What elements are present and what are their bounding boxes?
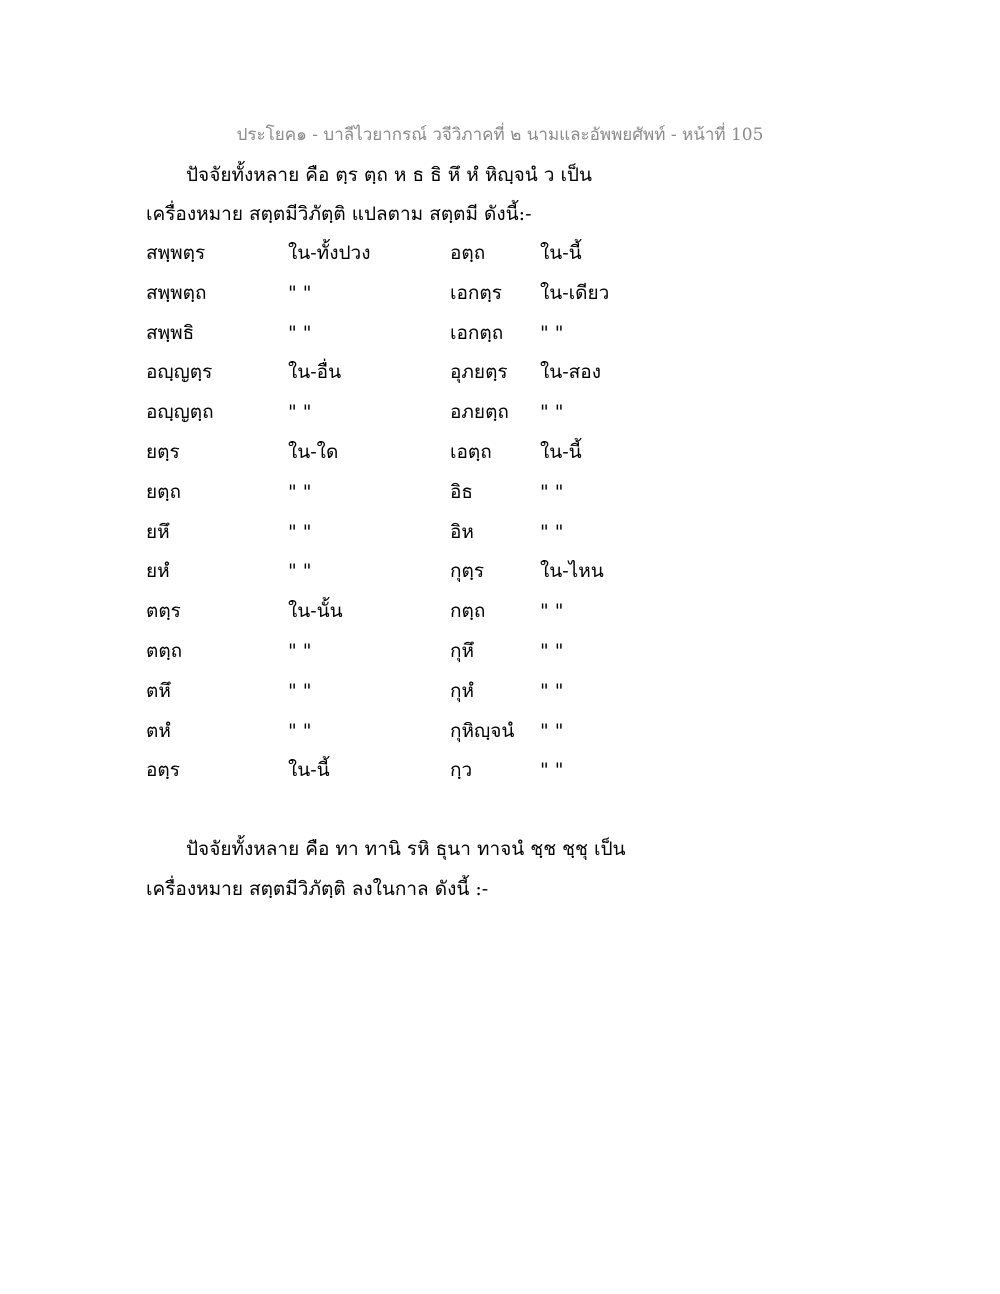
thai-meaning: ใน-ทั้งปวง: [288, 242, 371, 264]
thai-meaning: " ": [288, 680, 312, 702]
thai-meaning-2: " ": [540, 759, 564, 781]
table-row: [0, 518, 1000, 548]
thai-meaning: " ": [288, 282, 312, 304]
thai-meaning-2: " ": [540, 521, 564, 543]
thai-meaning-2: " ": [540, 600, 564, 622]
thai-meaning: " ": [288, 640, 312, 662]
table-row: [0, 398, 1000, 428]
thai-meaning: " ": [288, 521, 312, 543]
thai-meaning: " ": [288, 720, 312, 742]
table-row: [0, 557, 1000, 587]
table-row: [0, 319, 1000, 349]
pali-word: ตหํ: [146, 720, 171, 742]
table-row: [0, 756, 1000, 786]
pali-word-2: กฺว: [450, 759, 473, 781]
table-row: [0, 279, 1000, 309]
pali-word: สพฺพตฺถ: [146, 282, 207, 304]
thai-meaning-2: " ": [540, 720, 564, 742]
pali-word: ยหํ: [146, 560, 170, 582]
thai-meaning: " ": [288, 481, 312, 503]
pali-word-2: เอกตฺถ: [450, 322, 504, 344]
thai-meaning: " ": [288, 322, 312, 344]
intro-line-1: ปัจจัยทั้งหลาย คือ ตฺร ตฺถ ห ธ ธิ หึ หํ หิญฺจนํ ว เป็น: [186, 164, 592, 186]
pali-word: อญฺญตฺถ: [146, 401, 214, 423]
pali-word-2: กุหํ: [450, 680, 475, 702]
pali-word-2: กตฺถ: [450, 600, 486, 622]
table-row: [0, 478, 1000, 508]
table-row: [0, 677, 1000, 707]
pali-word: ตหึ: [146, 680, 171, 702]
pali-word: สพฺพตฺร: [146, 242, 206, 264]
table-row: [0, 597, 1000, 627]
pali-word: อตฺร: [146, 759, 180, 781]
pali-word-2: กุตฺร: [450, 560, 485, 582]
thai-meaning: ใน-นั้น: [288, 600, 343, 622]
pali-word-2: อิห: [450, 521, 474, 543]
thai-meaning: ใน-นี้: [288, 759, 330, 781]
pali-word: ยตฺถ: [146, 481, 181, 503]
thai-meaning-2: ใน-สอง: [540, 361, 601, 383]
thai-meaning-2: " ": [540, 322, 564, 344]
thai-meaning-2: ใน-ไหน: [540, 560, 604, 582]
outro-line-1: ปัจจัยทั้งหลาย คือ ทา ทานิ รหิ ธุนา ทาจนํ ชฺช ชฺชุ เป็น: [186, 838, 626, 860]
thai-meaning: ใน-ใด: [288, 441, 339, 463]
pali-word-2: อภยตฺถ: [450, 401, 509, 423]
thai-meaning-2: " ": [540, 680, 564, 702]
pali-word-2: อิธ: [450, 481, 474, 503]
thai-meaning-2: ใน-นี้: [540, 242, 582, 264]
thai-meaning-2: " ": [540, 481, 564, 503]
pali-word: ยหึ: [146, 521, 170, 543]
page-header: ประโยค๑ - บาลีไวยากรณ์ วจีวิภาคที่ ๒ นามและอัพพยศัพท์ - หน้าที่ 105: [236, 125, 764, 145]
pali-word: สพฺพธิ: [146, 322, 195, 344]
thai-meaning-2: " ": [540, 640, 564, 662]
table-row: [0, 358, 1000, 388]
thai-meaning: ใน-อื่น: [288, 361, 342, 383]
pali-word: ยตฺร: [146, 441, 180, 463]
outro-line-2: เครื่องหมาย สตฺตมีวิภัตฺติ ลงในกาล ดังนี้ :-: [146, 878, 489, 900]
table-row: [0, 438, 1000, 468]
pali-word-2: กุหึ: [450, 640, 475, 662]
pali-word: ตตฺร: [146, 600, 181, 622]
pali-word-2: อุภยตฺร: [450, 361, 508, 383]
thai-meaning: " ": [288, 401, 312, 423]
pali-word: อญฺญตฺร: [146, 361, 213, 383]
table-row: [0, 637, 1000, 667]
intro-line-2: เครื่องหมาย สตฺตมีวิภัตฺติ แปลตาม สตฺตมี ดังนี้:-: [146, 203, 532, 225]
pali-word-2: เอกตฺร: [450, 282, 502, 304]
table-row: [0, 239, 1000, 269]
thai-meaning-2: ใน-นี้: [540, 441, 582, 463]
pali-word-2: กุหิญฺจนํ: [450, 720, 515, 742]
thai-meaning-2: ใน-เดียว: [540, 282, 610, 304]
table-row: [0, 717, 1000, 747]
pali-word-2: เอตฺถ: [450, 441, 492, 463]
thai-meaning-2: " ": [540, 401, 564, 423]
pali-word-2: อตฺถ: [450, 242, 486, 264]
pali-word: ตตฺถ: [146, 640, 183, 662]
thai-meaning: " ": [288, 560, 312, 582]
